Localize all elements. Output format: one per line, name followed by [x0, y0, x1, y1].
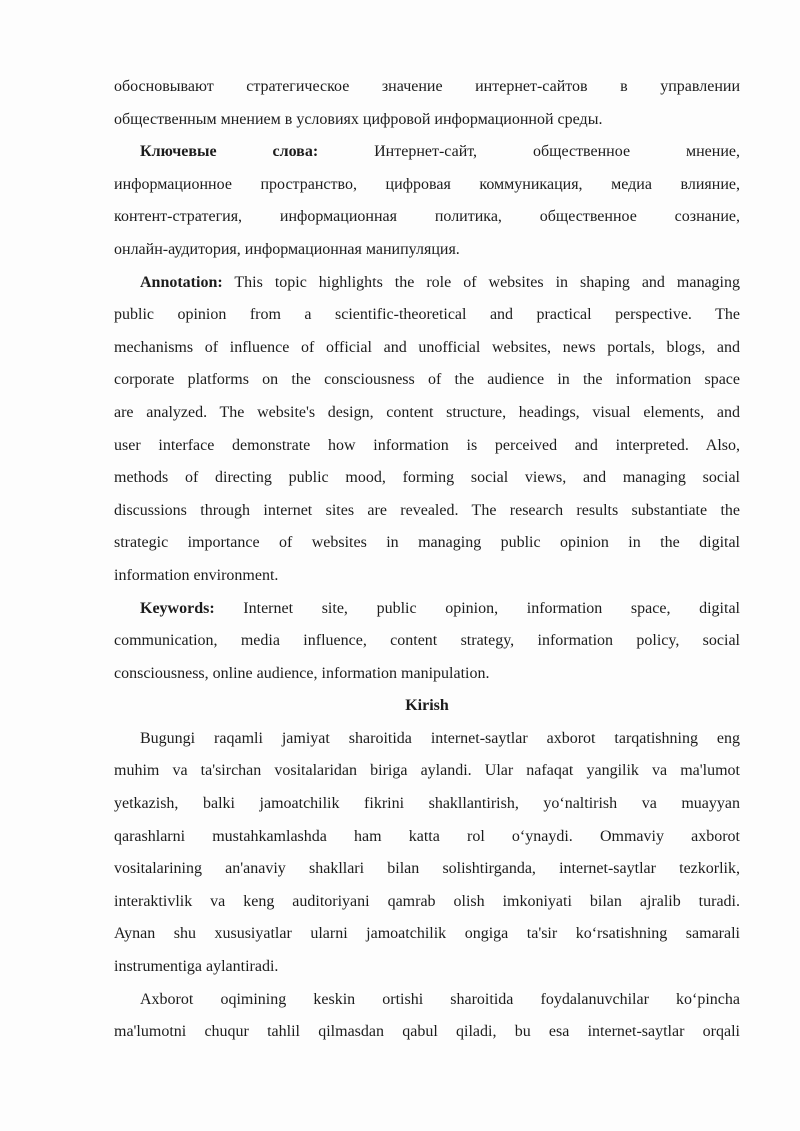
text-line: public opinion from a scientific-theoretical and practical perspective. The	[114, 306, 740, 324]
text-line: corporate platforms on the consciousness of the audience in the information space	[114, 371, 740, 389]
paragraph	[114, 984, 740, 1049]
text-line: strategic importance of websites in managing public opinion in the digital	[114, 534, 740, 552]
text-line: consciousness, online audience, information manipulation.	[114, 664, 490, 682]
text-line: Bugungi raqamli jamiyat sharoitida internet-saytlar axborot tarqatishning eng	[140, 729, 740, 747]
text-line: Annotation: This topic highlights the role of websites in shaping and managing	[140, 273, 740, 291]
text-line: information environment.	[114, 566, 279, 584]
text-line: общественным мнением в условиях цифровой информационной среды.	[114, 110, 603, 128]
lead-in-label: Keywords:	[140, 599, 215, 617]
text-line: Aynan shu xususiyatlar ularni jamoatchilik ongiga ta'sir koʻrsatishning samarali	[114, 925, 740, 943]
text-line: discussions through internet sites are revealed. The research results substantiate the	[114, 501, 740, 519]
text-line: информационное пространство, цифровая коммуникация, медиа влияние,	[114, 175, 740, 193]
lead-in-label: Ключевые слова:	[140, 143, 319, 161]
paragraph	[114, 136, 740, 266]
text-line: communication, media influence, content strategy, information policy, social	[114, 632, 740, 650]
text-line: mechanisms of influence of official and unofficial websites, news portals, blogs, and	[114, 338, 740, 356]
lead-in-label: Annotation:	[140, 273, 223, 291]
text-line: vositalarining an'anaviy shakllari bilan solishtirganda, internet-saytlar tezkorlik,	[114, 860, 740, 878]
text-line: контент-стратегия, информационная политика, общественное сознание,	[114, 208, 740, 226]
text-line: Axborot oqimining keskin ortishi sharoitida foydalanuvchilar koʻpincha	[140, 990, 740, 1008]
paragraph	[114, 267, 740, 593]
text-line: Keywords: Internet site, public opinion, information space, digital	[140, 599, 740, 617]
text-line: user interface demonstrate how information is perceived and interpreted. Also,	[114, 436, 740, 454]
paragraph	[114, 723, 740, 984]
text-line: are analyzed. The website's design, content structure, headings, visual elements, and	[114, 403, 740, 421]
text-line: interaktivlik va keng auditoriyani qamrab olish imkoniyati bilan ajralib turadi.	[114, 892, 740, 910]
text-line: Ключевые слова: Интернет-сайт, общественное мнение,	[140, 143, 740, 161]
text-line: instrumentiga aylantiradi.	[114, 958, 279, 976]
text-line: yetkazish, balki jamoatchilik fikrini shakllantirish, yoʻnaltirish va muayyan	[114, 795, 740, 813]
section-heading: Kirish	[405, 697, 449, 715]
paragraph	[114, 593, 740, 691]
text-line: обосновывают стратегическое значение интернет-сайтов в управлении	[114, 78, 740, 95]
text-line: muhim va ta'sirchan vositalaridan biriga aylandi. Ular nafaqat yangilik va ma'lumot	[114, 762, 740, 780]
text-line: онлайн-аудитория, информационная манипуляция.	[114, 240, 460, 258]
paragraph	[114, 71, 740, 136]
text-line: qarashlarni mustahkamlashda ham katta rol oʻynaydi. Ommaviy axborot	[114, 827, 740, 845]
text-line: ma'lumotni chuqur tahlil qilmasdan qabul qiladi, bu esa internet-saytlar orqali	[114, 1023, 740, 1041]
text-line: methods of directing public mood, forming social views, and managing social	[114, 469, 740, 487]
document-content	[114, 71, 740, 1049]
